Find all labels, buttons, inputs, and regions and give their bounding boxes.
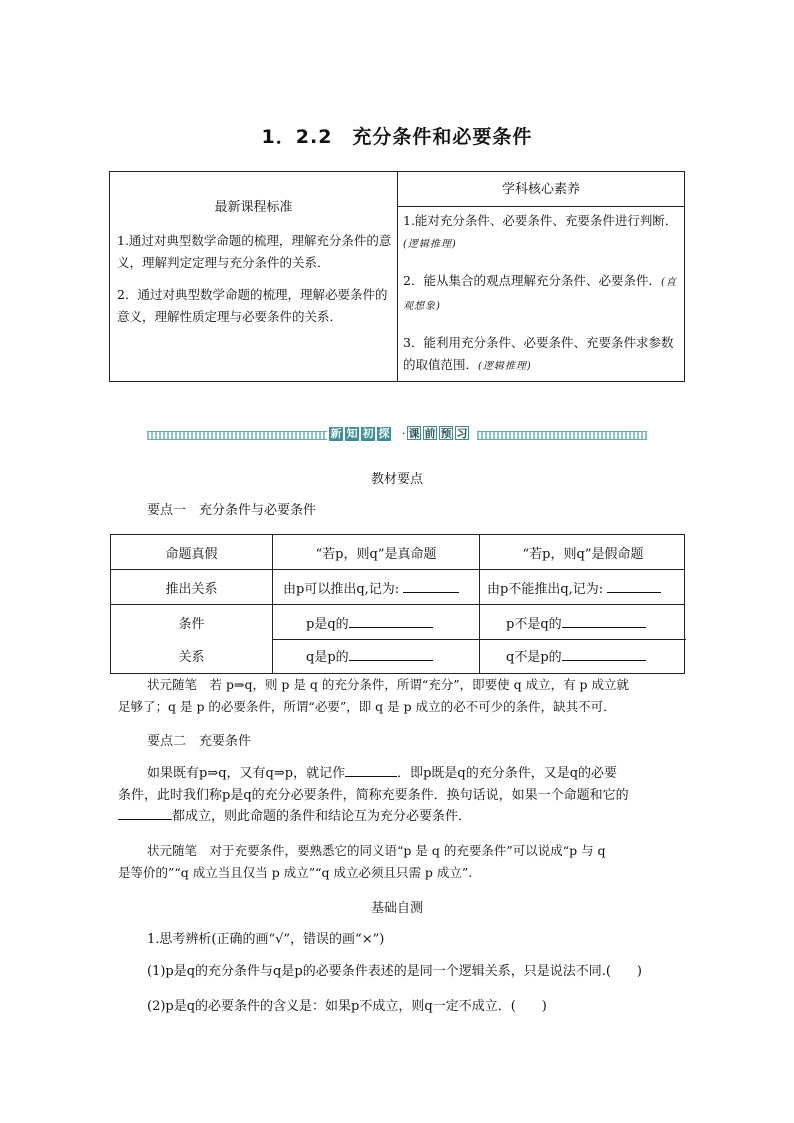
table-divider <box>397 206 685 207</box>
point2-line: 如果既有p⇒q，又有q⇒p，就记作 ．即p既是q的充分条件，又是q的必要 <box>147 763 617 785</box>
tip-note-line: 状元随笔 对于充要条件，要熟悉它的同义语“p 是 q 的充要条件”可以说成“p 与 q <box>147 843 606 858</box>
condition-table <box>110 534 685 674</box>
table-cell: q不是p的 <box>506 646 646 665</box>
section-banner <box>147 426 647 444</box>
core-literacy-list <box>403 210 683 392</box>
curriculum-item: 2．通过对典型数学命题的梳理，理解必要条件的意义，理解性质定理与必要条件的关系． <box>117 287 388 324</box>
banner-stripe <box>147 431 327 440</box>
table-row-label: 条件 <box>178 617 205 632</box>
literacy-tag: (逻辑推理) <box>403 239 457 250</box>
banner-label-preview: 课 前 预 习 <box>408 427 468 440</box>
banner-stripe <box>477 431 647 440</box>
curriculum-item: 1.通过对典型数学命题的梳理，理解充分条件的意义，理解判定定理与充分条件的关系． <box>117 233 392 270</box>
curriculum-standard-list <box>117 230 393 338</box>
question: 1.思考辨析(正确的画“√”，错误的画“×”) <box>147 932 385 947</box>
literacy-tag: (直观想象) <box>403 277 677 312</box>
tip-note-line: 状元随笔 若 p⇒q，则 p 是 q 的充分条件，所谓“充分”，即要使 q 成立，有 p 成立就 <box>147 677 630 692</box>
question-item: (1)p是q的充分条件与q是p的必要条件表述的是同一个逻辑关系，只是说法不同.( ) <box>147 964 642 979</box>
table-cell: 由p不能推出q,记为: <box>487 578 661 597</box>
literacy-item: 3．能利用充分条件、必要条件、充要条件求参数的取值范围．(逻辑推理) <box>403 335 674 372</box>
table-cell: p是q的 <box>306 613 433 632</box>
literacy-item: 2．能从集合的观点理解充分条件、必要条件．(直观想象) <box>403 273 677 312</box>
section-heading: 教材要点 <box>370 472 423 487</box>
self-test-heading: 基础自测 <box>370 901 423 916</box>
banner-separator: · <box>402 427 406 440</box>
question-item: (2)p是q的必要条件的含义是：如果p不成立，则q一定不成立．( ) <box>147 999 547 1014</box>
table-row-label: 推出关系 <box>165 582 218 597</box>
table-divider <box>397 172 398 381</box>
core-literacy-heading: 学科核心素养 <box>501 182 580 197</box>
curriculum-table <box>109 171 685 382</box>
table-row-label: 关系 <box>178 650 205 665</box>
table-cell: 由p可以推出q,记为: <box>283 578 459 597</box>
tip-note-line: 足够了；q 是 p 的必要条件，所谓“必要”，即 q 是 p 成立的必不可少的条件，缺其不可． <box>118 699 616 714</box>
point2-heading: 要点二 充要条件 <box>147 734 252 749</box>
page-title: 1．2.2 充分条件和必要条件 <box>261 126 533 148</box>
banner-label-new-knowledge: 新 知 初 探 <box>330 427 390 440</box>
curriculum-standard-heading: 最新课程标准 <box>214 200 293 215</box>
table-header-cell: 命题真假 <box>165 547 218 562</box>
table-header-cell: “若p，则q”是假命题 <box>522 547 644 562</box>
point2-line: 条件，此时我们称p是q的充分必要条件，简称充要条件．换句话说，如果一个命题和它的 <box>118 788 629 803</box>
point1-heading: 要点一 充分条件与必要条件 <box>147 503 317 518</box>
literacy-item: 1.能对充分条件、必要条件、充要条件进行判断．(逻辑推理) <box>403 213 678 250</box>
table-cell: q是p的 <box>306 646 433 665</box>
literacy-tag: (逻辑推理) <box>478 361 532 372</box>
table-header-cell: “若p，则q”是真命题 <box>315 547 437 562</box>
tip-note-line: 是等价的”“q 成立当且仅当 p 成立”“q 成立必须且只需 p 成立”. <box>118 865 473 880</box>
table-cell: p不是q的 <box>506 613 646 632</box>
point2-line: 都成立，则此命题的条件和结论互为充分必要条件． <box>118 806 471 828</box>
